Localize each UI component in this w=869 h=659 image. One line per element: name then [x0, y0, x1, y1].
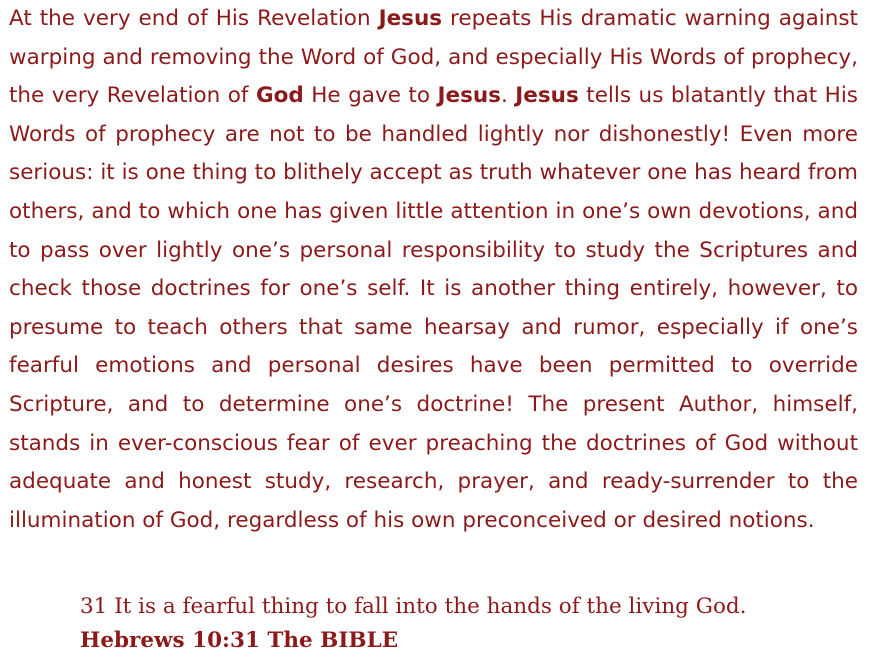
emphasis-text: Jesus — [378, 6, 443, 31]
emphasis-text: Jesus — [515, 83, 579, 109]
verse-text: 31 It is a fearful thing to fall into the hands of the living God. — [80, 594, 747, 619]
scripture-quote — [80, 590, 840, 658]
body-paragraph — [9, 0, 858, 540]
paragraph-text: tells us blatantly that His Words of prophecy are not to be handled lightly nor dishonestly! Even more serious: it is one thing to blithely accept as truth whatever one has heard from others, and to which one has given little attention in one’s own devotions, and to pass over lightly one’s personal responsibility to study the Scriptures and check those doctrines for one’s self. It is another thing entirely, however, to presume to teach others that same hearsay and rumor, especially if one’s fearful emotions and personal desires have been permitted to override Scripture, and to determine one’s doctrine! The present Author, himself, stands in ever-conscious fear of ever preaching the doctrines of God without adequate and honest study, research, prayer, and ready-surrender to the illumination of God, regardless of his own preconceived or desired notions. — [9, 83, 859, 533]
paragraph-text: . — [500, 83, 516, 109]
emphasis-text: God — [255, 83, 304, 109]
paragraph-text: He gave to — [303, 83, 438, 109]
paragraph-text: repeats His dramatic warning against warping and removing the Word of God, and especially His Words of prophecy, the very Revelation of — [9, 6, 858, 109]
verse-reference: Hebrews 10:31 The BIBLE — [80, 628, 399, 653]
emphasis-text: Jesus — [437, 83, 501, 109]
paragraph-text: At the very end of His Revelation — [9, 6, 379, 31]
